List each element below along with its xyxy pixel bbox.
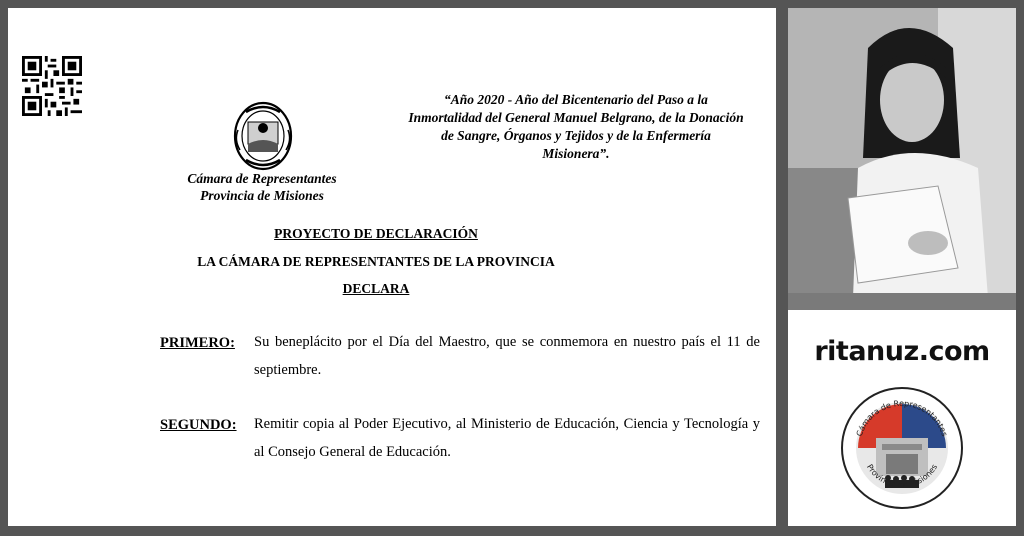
logo-top-text: Cámara de Representantes xyxy=(854,398,950,438)
org-line-1: Cámara de Representantes xyxy=(187,171,337,186)
sidebar-panel xyxy=(788,8,1016,526)
document-title: PROYECTO DE DECLARACIÓN xyxy=(274,226,478,241)
document-page xyxy=(8,8,776,526)
year-motto: “Año 2020 - Año del Bicentenario del Paso a la Inmortalidad del General Manuel Belgrano, de la Donación de Sangre, Órganos y Tejidos y de la Enfermería Misionera”. xyxy=(408,92,744,161)
logo-bottom-text: Provincia de Misiones xyxy=(864,462,940,490)
chamber-logo-icon xyxy=(840,386,964,510)
provincial-seal-icon xyxy=(232,100,294,172)
article-2-text: Remitir copia al Poder Ejecutivo, al Ministerio de Educación, Ciencia y Tecnología y al Consejo General de Educación. xyxy=(254,416,760,460)
document-subtitle: LA CÁMARA DE REPRESENTANTES DE LA PROVINCIA xyxy=(197,254,555,269)
article-1-label: PRIMERO: xyxy=(160,335,235,351)
qr-code-icon xyxy=(22,56,82,116)
declara-heading: DECLARA xyxy=(342,281,410,296)
legislator-photo xyxy=(788,8,1016,310)
chamber-name xyxy=(166,170,358,204)
article-1-text: Su beneplácito por el Día del Maestro, que se conmemora en nuestro país el 11 de septiembre. xyxy=(254,334,760,378)
site-brand: ritanuz.com xyxy=(814,336,990,367)
article-2-label: SEGUNDO: xyxy=(160,417,237,433)
org-line-2: Provincia de Misiones xyxy=(200,188,324,203)
